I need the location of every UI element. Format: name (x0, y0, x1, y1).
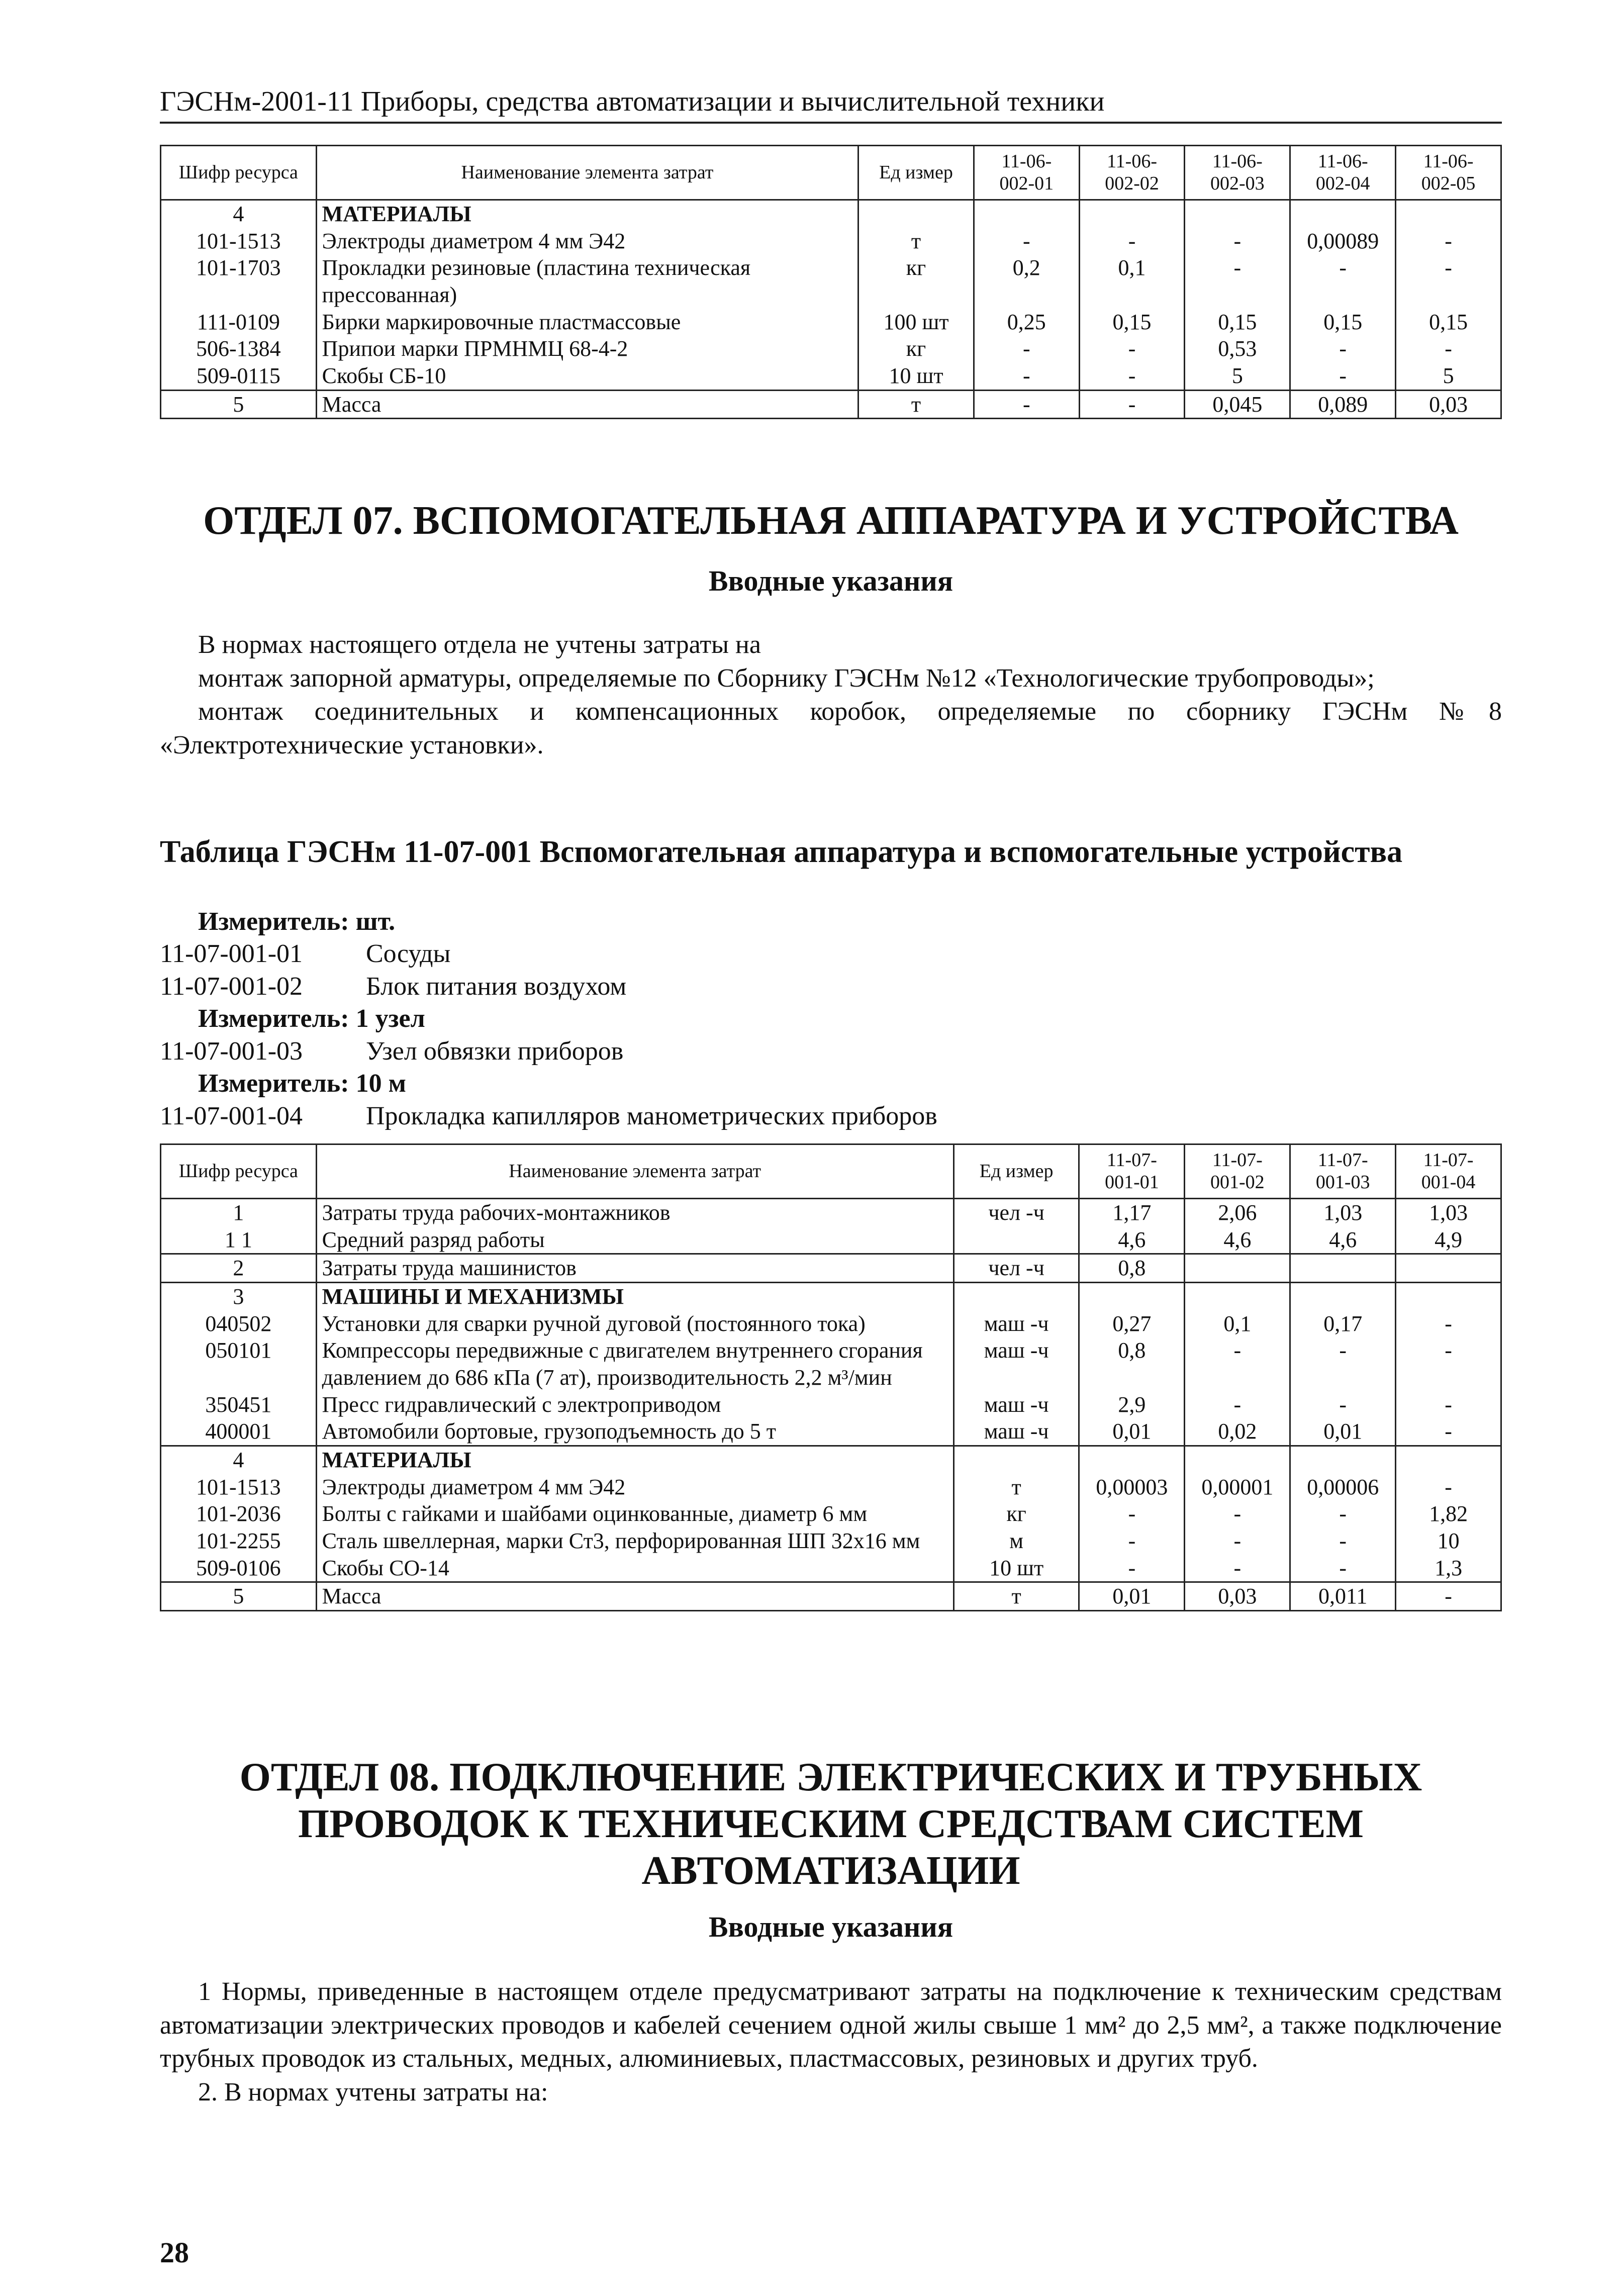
cell-value: - (1396, 1474, 1501, 1501)
section-07-intro (160, 628, 1502, 762)
cell-name: Компрессоры передвижные с двигателем внутреннего сгорания давлением до 686 кПа (7 ат), производительность 2,2 м³/мин (316, 1337, 953, 1391)
cell-value: - (1185, 1500, 1290, 1527)
table-row (161, 1500, 1501, 1527)
cell-value: 1,82 (1396, 1500, 1501, 1527)
norm-code-list (160, 906, 1165, 1132)
norm-code-row (160, 1035, 1165, 1068)
cell-value: 0,15 (1290, 309, 1396, 336)
cell-value: - (1290, 335, 1396, 362)
cell-value: - (1079, 1527, 1185, 1555)
norm-code-row (160, 938, 1165, 970)
table-row (161, 200, 1501, 228)
section-07-p2: монтаж запорной арматуры, определяемые по Сборнику ГЭСНм №12 «Технологические трубопроводы»; (198, 663, 1375, 693)
cell-code: 5 (161, 1582, 317, 1611)
cell-code: 101-2036 (161, 1500, 317, 1527)
cell-value: - (1185, 1527, 1290, 1555)
cell-name: Масса (316, 390, 858, 419)
table-row (161, 335, 1501, 362)
table-row (161, 1582, 1501, 1611)
cell-value (1396, 1254, 1501, 1283)
cell-value: - (1079, 1500, 1185, 1527)
cell-value: - (1185, 1555, 1290, 1582)
cell-value: 5 (1396, 362, 1501, 390)
cell-unit: 100 шт (858, 309, 974, 336)
cell-unit: 10 шт (953, 1555, 1079, 1582)
cell-unit: м (953, 1527, 1079, 1555)
cell-value: 0,011 (1290, 1582, 1396, 1611)
cell-value: 1,03 (1396, 1199, 1501, 1226)
cell-name: Затраты труда машинистов (316, 1254, 953, 1283)
table-row (161, 1283, 1501, 1310)
table-title-11-07-001: Таблица ГЭСНм 11-07-001 Вспомогательная аппаратура и вспомогательные устройства (160, 835, 1403, 869)
cell-unit (953, 1226, 1079, 1254)
cell-unit: маш -ч (953, 1391, 1079, 1418)
cell-name: Припои марки ПРМНМЦ 68-4-2 (316, 335, 858, 362)
section-08-p2: 2. В нормах учтены затраты на: (198, 2077, 548, 2107)
cell-value (1290, 1254, 1396, 1283)
table-row (161, 1199, 1501, 1226)
cell-value: - (1290, 1391, 1396, 1418)
norm-code: 11-07-001-02 (160, 972, 303, 1001)
cell-code: 101-1703 (161, 254, 317, 308)
cell-value: 0,045 (1185, 390, 1290, 419)
norm-name: Узел обвязки приборов (366, 1036, 624, 1066)
cell-value: 0,15 (1396, 309, 1501, 336)
cell-value: - (1185, 1391, 1290, 1418)
cell-name: Сталь швеллерная, марки Ст3, перфорированная ШП 32х16 мм (316, 1527, 953, 1555)
col-header-norm: 11-06- 002-01 (974, 146, 1079, 200)
cell-value: 0,03 (1396, 390, 1501, 419)
cell-value: 0,00003 (1079, 1474, 1185, 1501)
col-header-unit: Ед измер (858, 146, 974, 200)
section-08-intro (160, 1975, 1502, 2109)
cell-value: 0,03 (1185, 1582, 1290, 1611)
cell-value: - (1079, 335, 1185, 362)
norm-code: 11-07-001-04 (160, 1101, 303, 1130)
table-row (161, 1555, 1501, 1582)
cell-value (1396, 1283, 1501, 1310)
cell-unit: т (953, 1474, 1079, 1501)
table-row (161, 390, 1501, 419)
col-header-norm: 11-06- 002-03 (1185, 146, 1290, 200)
cell-value: 0,17 (1290, 1310, 1396, 1337)
col-header-norm: 11-06- 002-04 (1290, 146, 1396, 200)
cell-code: 111-0109 (161, 309, 317, 336)
cell-name: Прокладки резиновые (пластина техническая прессованная) (316, 254, 858, 308)
cell-value (1185, 1446, 1290, 1474)
cell-value: - (1290, 1527, 1396, 1555)
cell-value: 0,53 (1185, 335, 1290, 362)
cell-value: - (974, 390, 1079, 419)
cell-value: - (1396, 1391, 1501, 1418)
table-row (161, 1310, 1501, 1337)
cell-value: 0,00089 (1290, 228, 1396, 255)
col-header-name: Наименование элемента затрат (316, 146, 858, 200)
table-row (161, 1254, 1501, 1283)
cell-value: 1,3 (1396, 1555, 1501, 1582)
norm-name: Сосуды (366, 939, 451, 969)
table-row (161, 1446, 1501, 1474)
cell-value (1290, 1446, 1396, 1474)
cell-name: МАТЕРИАЛЫ (316, 200, 858, 228)
cell-value (1185, 1283, 1290, 1310)
cell-value: 0,8 (1079, 1337, 1185, 1391)
cell-unit: маш -ч (953, 1337, 1079, 1391)
cell-value (974, 200, 1079, 228)
cell-code: 506-1384 (161, 335, 317, 362)
cell-code: 400001 (161, 1418, 317, 1446)
cell-value (1079, 1283, 1185, 1310)
cell-value: 2,9 (1079, 1391, 1185, 1418)
cell-name: Пресс гидравлический с электроприводом (316, 1391, 953, 1418)
cell-unit: т (953, 1582, 1079, 1611)
cell-unit: маш -ч (953, 1418, 1079, 1446)
norm-code: 11-07-001-03 (160, 1036, 303, 1066)
cell-value: 5 (1185, 362, 1290, 390)
header-rule (160, 122, 1502, 124)
col-header-norm: 11-07- 001-03 (1290, 1144, 1396, 1199)
cell-unit: кг (858, 254, 974, 308)
cell-value: - (1290, 1555, 1396, 1582)
cell-value: 0,00001 (1185, 1474, 1290, 1501)
col-header-norm: 11-07- 001-04 (1396, 1144, 1501, 1199)
cell-name: Установки для сварки ручной дуговой (постоянного тока) (316, 1310, 953, 1337)
cell-code: 040502 (161, 1310, 317, 1337)
cell-value: 0,15 (1079, 309, 1185, 336)
section-07-subtitle: Вводные указания (708, 564, 953, 597)
section-08-subtitle: Вводные указания (708, 1910, 953, 1943)
cell-name: Средний разряд работы (316, 1226, 953, 1254)
cell-code: 101-2255 (161, 1527, 317, 1555)
cell-value: 0,01 (1079, 1418, 1185, 1446)
table-row (161, 1391, 1501, 1418)
cell-value: - (974, 335, 1079, 362)
cell-name: Болты с гайками и шайбами оцинкованные, диаметр 6 мм (316, 1500, 953, 1527)
cell-unit: т (858, 390, 974, 419)
cell-value (1079, 1446, 1185, 1474)
cell-value: - (1290, 1337, 1396, 1391)
cell-value: - (1290, 362, 1396, 390)
cell-value: 1,03 (1290, 1199, 1396, 1226)
cell-code: 2 (161, 1254, 317, 1283)
cell-value: - (1079, 390, 1185, 419)
col-header-norm: 11-07- 001-02 (1185, 1144, 1290, 1199)
cell-value: 4,9 (1396, 1226, 1501, 1254)
norm-name: Прокладка капилляров манометрических приборов (366, 1101, 937, 1130)
col-header-norm: 11-07- 001-01 (1079, 1144, 1185, 1199)
cell-code: 5 (161, 390, 317, 419)
cell-name: Масса (316, 1582, 953, 1611)
cell-code: 350451 (161, 1391, 317, 1418)
cell-value: 0,25 (974, 309, 1079, 336)
cell-value (1185, 1254, 1290, 1283)
table-row (161, 362, 1501, 390)
cell-name: Автомобили бортовые, грузоподъемность до 5 т (316, 1418, 953, 1446)
cell-value: 0,02 (1185, 1418, 1290, 1446)
cell-name: Бирки маркировочные пластмассовые (316, 309, 858, 336)
cell-value: - (1396, 1337, 1501, 1391)
cell-unit: 10 шт (858, 362, 974, 390)
cell-value (1396, 1446, 1501, 1474)
cell-value (1185, 200, 1290, 228)
cell-value: - (1396, 1310, 1501, 1337)
cell-code: 509-0106 (161, 1555, 317, 1582)
section-07-p1: В нормах настоящего отдела не учтены затраты на (198, 630, 761, 659)
cell-value (1079, 200, 1185, 228)
cell-unit (953, 1446, 1079, 1474)
cell-value: 0,1 (1185, 1310, 1290, 1337)
cell-code: 101-1513 (161, 1474, 317, 1501)
cell-value: - (1396, 1418, 1501, 1446)
cell-value: - (974, 228, 1079, 255)
cell-value: 1,17 (1079, 1199, 1185, 1226)
cell-value (1396, 200, 1501, 228)
cell-value: - (1185, 228, 1290, 255)
cell-name: Затраты труда рабочих-монтажников (316, 1199, 953, 1226)
cell-code: 3 (161, 1283, 317, 1310)
section-08-title: ОТДЕЛ 08. ПОДКЛЮЧЕНИЕ ЭЛЕКТРИЧЕСКИХ И ТРУБНЫХ ПРОВОДОК К ТЕХНИЧЕСКИМ СРЕДСТВАМ СИСТЕМ АВТОМАТИЗАЦИИ (239, 1755, 1422, 1893)
cell-value: - (1079, 362, 1185, 390)
cell-value: 4,6 (1290, 1226, 1396, 1254)
cell-value: - (974, 362, 1079, 390)
cell-value: 0,8 (1079, 1254, 1185, 1283)
section-07-title: ОТДЕЛ 07. ВСПОМОГАТЕЛЬНАЯ АППАРАТУРА И УСТРОЙСТВА (203, 499, 1459, 543)
cell-value: - (1079, 1555, 1185, 1582)
table-row (161, 228, 1501, 255)
norm-name: Блок питания воздухом (366, 972, 627, 1001)
table-row (161, 1226, 1501, 1254)
measure-unit-3: Измеритель: 10 м (198, 1069, 407, 1098)
cell-value: 0,15 (1185, 309, 1290, 336)
cell-value: 0,27 (1079, 1310, 1185, 1337)
cell-unit: маш -ч (953, 1310, 1079, 1337)
cell-unit: кг (858, 335, 974, 362)
cell-value: 4,6 (1185, 1226, 1290, 1254)
cell-value: - (1396, 1582, 1501, 1611)
table-row (161, 309, 1501, 336)
table-row (161, 1337, 1501, 1391)
resource-table-11-06-002 (160, 145, 1502, 419)
cell-code: 1 1 (161, 1226, 317, 1254)
cell-value: 2,06 (1185, 1199, 1290, 1226)
cell-name: МАТЕРИАЛЫ (316, 1446, 953, 1474)
cell-value: - (1290, 1500, 1396, 1527)
cell-code: 050101 (161, 1337, 317, 1391)
measure-unit-2: Измеритель: 1 узел (198, 1004, 425, 1033)
cell-unit: чел -ч (953, 1199, 1079, 1226)
cell-value: 0,2 (974, 254, 1079, 308)
cell-code: 1 (161, 1199, 317, 1226)
cell-value: - (1396, 335, 1501, 362)
measure-unit-1: Измеритель: шт. (198, 907, 396, 936)
cell-name: Скобы СБ-10 (316, 362, 858, 390)
cell-unit: кг (953, 1500, 1079, 1527)
cell-unit (953, 1283, 1079, 1310)
table-row (161, 1527, 1501, 1555)
cell-name: МАШИНЫ И МЕХАНИЗМЫ (316, 1283, 953, 1310)
col-header-code: Шифр ресурса (161, 146, 317, 200)
cell-value: 0,1 (1079, 254, 1185, 308)
cell-code: 4 (161, 200, 317, 228)
col-header-unit: Ед измер (953, 1144, 1079, 1199)
cell-name: Электроды диаметром 4 мм Э42 (316, 228, 858, 255)
cell-value: 0,00006 (1290, 1474, 1396, 1501)
cell-value: - (1185, 1337, 1290, 1391)
cell-value: - (1290, 254, 1396, 308)
section-08-p1: 1 Нормы, приведенные в настоящем отделе предусматривают затраты на подключение к техническим средствам автоматизации электрических проводов и кабелей сечением одной жилы свыше 1 мм² до 2,5 мм², а также подключение трубных проводок из стальных, медных, алюминиевых, пластмассовых, резиновых и других труб. (160, 1977, 1502, 2073)
cell-value: - (1396, 254, 1501, 308)
col-header-code: Шифр ресурса (161, 1144, 317, 1199)
cell-unit: чел -ч (953, 1254, 1079, 1283)
cell-unit (858, 200, 974, 228)
norm-code-row (160, 1100, 1165, 1132)
table-row (161, 1418, 1501, 1446)
cell-value: 10 (1396, 1527, 1501, 1555)
cell-value (1290, 1283, 1396, 1310)
norm-code-row (160, 971, 1165, 1003)
cell-value: - (1185, 254, 1290, 308)
cell-value (1290, 200, 1396, 228)
cell-name: Скобы СО-14 (316, 1555, 953, 1582)
cell-value: 0,01 (1079, 1582, 1185, 1611)
cell-value: - (1396, 228, 1501, 255)
cell-value: - (1079, 228, 1185, 255)
cell-code: 509-0115 (161, 362, 317, 390)
cell-code: 101-1513 (161, 228, 317, 255)
section-07-p3: монтаж соединительных и компенсационных коробок, определяемые по сборнику ГЭСНм №8 «Электротехнические установки». (160, 697, 1502, 759)
cell-unit: т (858, 228, 974, 255)
cell-value: 4,6 (1079, 1226, 1185, 1254)
table-row (161, 1474, 1501, 1501)
norm-code: 11-07-001-01 (160, 939, 303, 969)
cell-code: 4 (161, 1446, 317, 1474)
running-header: ГЭСНм-2001-11 Приборы, средства автоматизации и вычислительной техники (160, 86, 1105, 117)
cell-name: Электроды диаметром 4 мм Э42 (316, 1474, 953, 1501)
cell-value: 0,01 (1290, 1418, 1396, 1446)
page-number: 28 (160, 2236, 189, 2269)
cell-value: 0,089 (1290, 390, 1396, 419)
resource-table-11-07-001 (160, 1143, 1502, 1611)
col-header-norm: 11-06- 002-02 (1079, 146, 1185, 200)
table-row (161, 254, 1501, 308)
col-header-name: Наименование элемента затрат (316, 1144, 953, 1199)
col-header-norm: 11-06- 002-05 (1396, 146, 1501, 200)
